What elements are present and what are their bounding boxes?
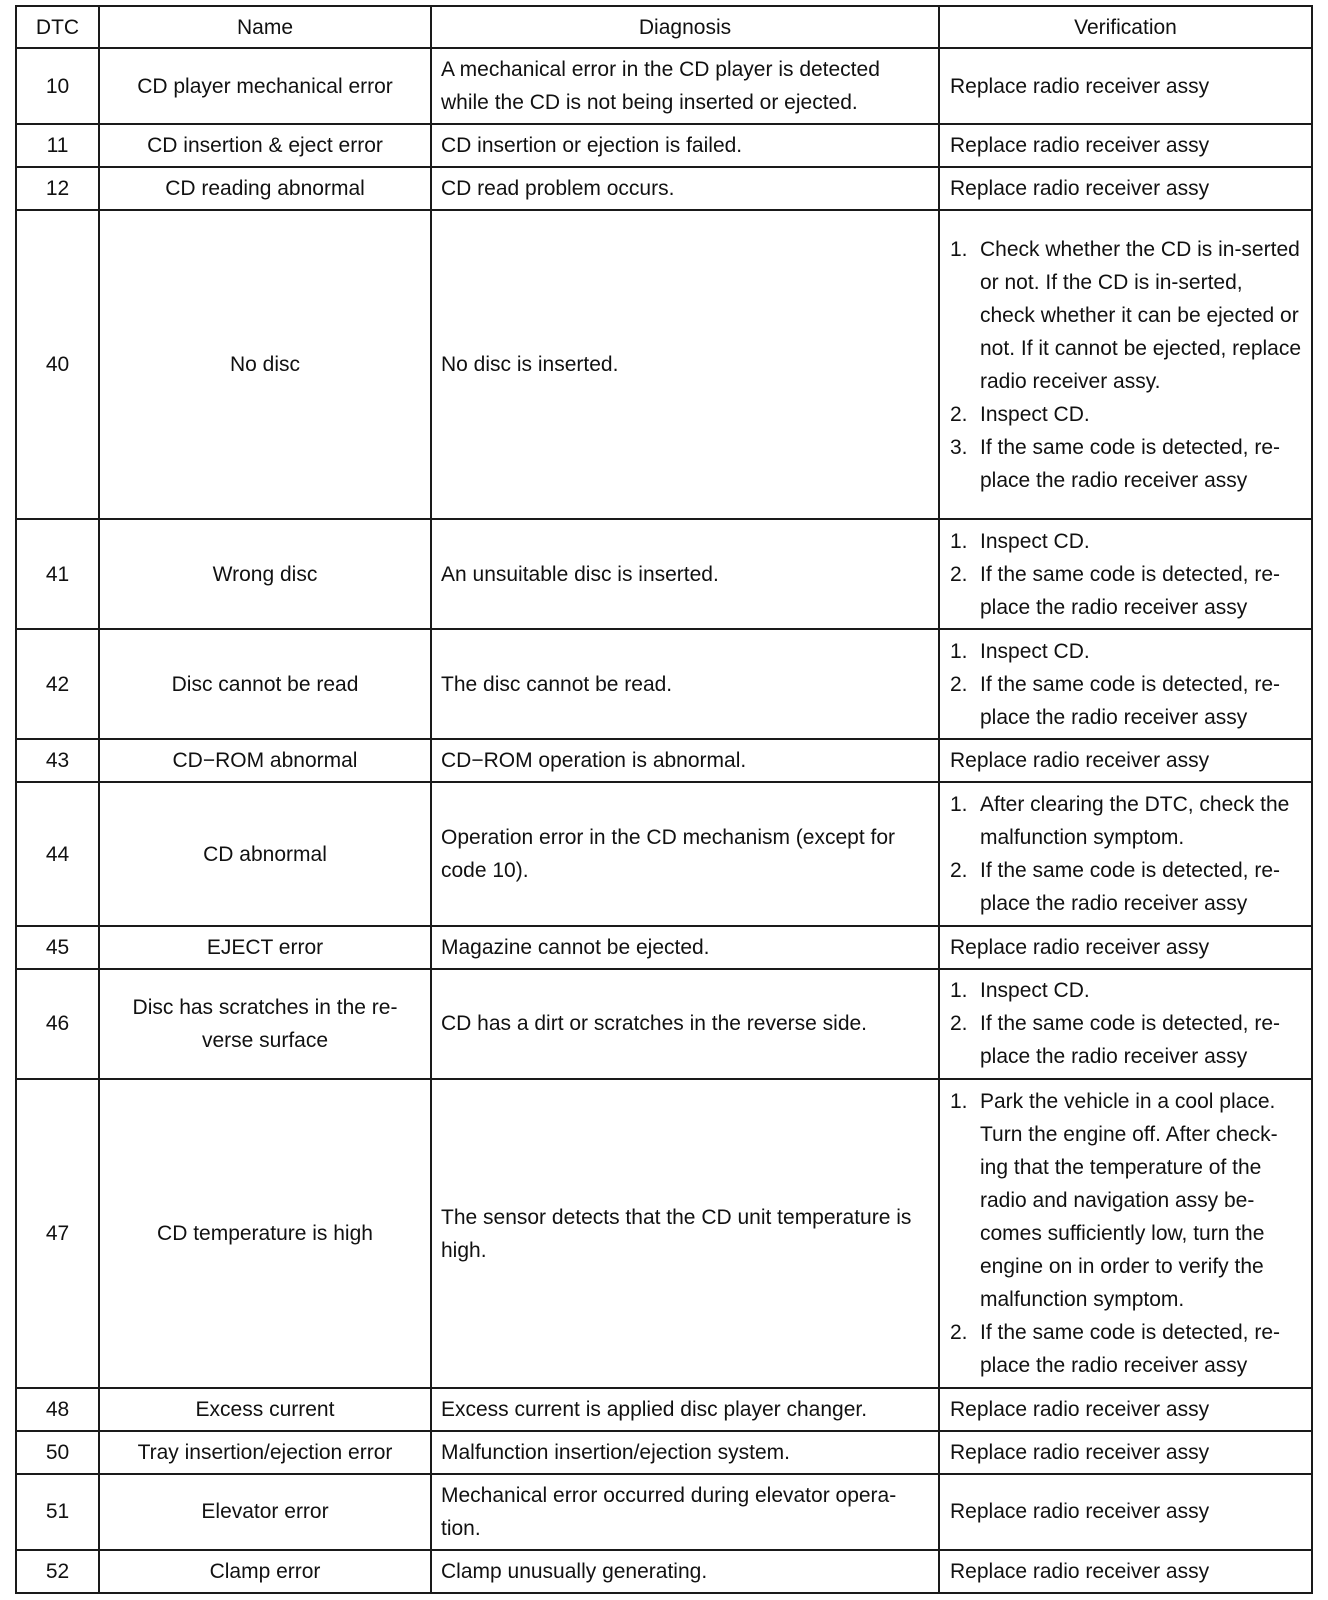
step-text: After clearing the DTC, check the malfunction symptom. (980, 793, 1290, 849)
verification-step (950, 1007, 1302, 1073)
dtc-diagnosis: Magazine cannot be ejected. (431, 926, 939, 969)
dtc-diagnosis: Malfunction insertion/ejection system. (431, 1431, 939, 1474)
table-row (16, 1388, 1312, 1431)
verification-step (950, 788, 1302, 854)
dtc-name: Tray insertion/ejection error (99, 1431, 431, 1474)
dtc-verification: Replace radio receiver assy (939, 926, 1312, 969)
step-number: 1. (950, 979, 968, 1003)
dtc-code: 40 (16, 210, 99, 519)
dtc-name: Clamp error (99, 1550, 431, 1593)
step-text: If the same code is detected, re-place the radio receiver assy (980, 1321, 1280, 1378)
dtc-diagnosis: The sensor detects that the CD unit temperature is high. (431, 1079, 939, 1388)
dtc-code: 41 (16, 519, 99, 629)
dtc-code: 50 (16, 1431, 99, 1474)
verification-step (950, 398, 1302, 431)
table-row (16, 124, 1312, 167)
dtc-verification (939, 629, 1312, 739)
verification-steps (950, 233, 1302, 497)
verification-steps (950, 1085, 1302, 1382)
dtc-name: CD temperature is high (99, 1079, 431, 1388)
dtc-name: No disc (99, 210, 431, 519)
header-row (16, 6, 1312, 48)
dtc-diagnosis: CD−ROM operation is abnormal. (431, 739, 939, 782)
dtc-name: CD player mechanical error (99, 48, 431, 124)
dtc-name: Disc has scratches in the re-verse surface (99, 969, 431, 1079)
step-text: If the same code is detected, re-place the radio receiver assy (980, 1012, 1280, 1069)
dtc-verification: Replace radio receiver assy (939, 739, 1312, 782)
dtc-diagnosis: CD insertion or ejection is failed. (431, 124, 939, 167)
dtc-diagnosis: Excess current is applied disc player changer. (431, 1388, 939, 1431)
dtc-name: CD abnormal (99, 782, 431, 927)
step-number: 2. (950, 402, 968, 426)
dtc-code: 46 (16, 969, 99, 1079)
dtc-name: Wrong disc (99, 519, 431, 629)
verification-step (950, 854, 1302, 920)
verification-step (950, 668, 1302, 734)
step-text: Inspect CD. (980, 639, 1090, 663)
dtc-diagnosis: No disc is inserted. (431, 210, 939, 519)
step-text: If the same code is detected, re-place the radio receiver assy (980, 562, 1280, 619)
dtc-code: 45 (16, 926, 99, 969)
step-number: 2. (950, 672, 968, 696)
step-number: 1. (950, 1090, 968, 1114)
verification-step (950, 558, 1302, 624)
verification-steps (950, 635, 1302, 734)
dtc-name: EJECT error (99, 926, 431, 969)
verification-step (950, 1316, 1302, 1382)
table-body (16, 48, 1312, 1593)
step-text: Park the vehicle in a cool place. Turn the engine off. After check-ing that the temperature of the radio and navigation assy be-comes sufficiently low, turn the engine on in order to verify the malfunction symptom. (980, 1090, 1278, 1312)
dtc-code: 51 (16, 1474, 99, 1550)
step-number: 3. (950, 435, 968, 459)
dtc-code: 42 (16, 629, 99, 739)
dtc-verification: Replace radio receiver assy (939, 1431, 1312, 1474)
header-verification: Verification (939, 6, 1312, 48)
dtc-diagnosis: Operation error in the CD mechanism (except for code 10). (431, 782, 939, 927)
dtc-verification (939, 210, 1312, 519)
verification-step (950, 525, 1302, 558)
table-row (16, 1550, 1312, 1593)
step-number: 1. (950, 529, 968, 553)
step-text: Inspect CD. (980, 402, 1090, 426)
dtc-verification: Replace radio receiver assy (939, 1550, 1312, 1593)
dtc-table (15, 5, 1313, 1594)
step-text: Inspect CD. (980, 979, 1090, 1003)
verification-step (950, 233, 1302, 398)
table-row (16, 1431, 1312, 1474)
step-text: Check whether the CD is in-serted or not. If the CD is in-serted, check whether it can be ejected or not. If it cannot be ejected, replace radio receiver assy. (980, 237, 1302, 393)
table-row (16, 926, 1312, 969)
table-row (16, 969, 1312, 1079)
header-diagnosis: Diagnosis (431, 6, 939, 48)
step-number: 1. (950, 237, 968, 261)
dtc-code: 48 (16, 1388, 99, 1431)
table-row (16, 1079, 1312, 1388)
verification-step (950, 1085, 1302, 1316)
table-row (16, 519, 1312, 629)
dtc-name: CD reading abnormal (99, 167, 431, 210)
verification-step (950, 635, 1302, 668)
verification-steps (950, 974, 1302, 1073)
step-number: 2. (950, 859, 968, 882)
dtc-verification: Replace radio receiver assy (939, 48, 1312, 124)
dtc-name: CD−ROM abnormal (99, 739, 431, 782)
dtc-code: 52 (16, 1550, 99, 1593)
dtc-diagnosis: Mechanical error occurred during elevator opera-tion. (431, 1474, 939, 1550)
dtc-verification (939, 1079, 1312, 1388)
table-row (16, 629, 1312, 739)
table-row (16, 782, 1312, 927)
step-text: If the same code is detected, re-place the radio receiver assy (980, 859, 1280, 915)
verification-step (950, 974, 1302, 1007)
step-number: 1. (950, 793, 968, 816)
dtc-diagnosis: CD read problem occurs. (431, 167, 939, 210)
verification-steps (950, 525, 1302, 624)
dtc-verification: Replace radio receiver assy (939, 1474, 1312, 1550)
table-row (16, 167, 1312, 210)
table-row (16, 1474, 1312, 1550)
dtc-verification: Replace radio receiver assy (939, 124, 1312, 167)
dtc-code: 10 (16, 48, 99, 124)
dtc-verification: Replace radio receiver assy (939, 1388, 1312, 1431)
step-text: If the same code is detected, re-place the radio receiver assy (980, 672, 1280, 729)
dtc-diagnosis: An unsuitable disc is inserted. (431, 519, 939, 629)
header-dtc: DTC (16, 6, 99, 48)
header-name: Name (99, 6, 431, 48)
dtc-verification (939, 782, 1312, 927)
verification-step (950, 431, 1302, 497)
dtc-diagnosis: The disc cannot be read. (431, 629, 939, 739)
dtc-diagnosis: Clamp unusually generating. (431, 1550, 939, 1593)
dtc-code: 11 (16, 124, 99, 167)
dtc-name: Excess current (99, 1388, 431, 1431)
dtc-name: CD insertion & eject error (99, 124, 431, 167)
step-text: If the same code is detected, re-place the radio receiver assy (980, 435, 1280, 492)
table-row (16, 739, 1312, 782)
dtc-code: 12 (16, 167, 99, 210)
step-number: 2. (950, 562, 968, 586)
dtc-diagnosis: CD has a dirt or scratches in the reverse side. (431, 969, 939, 1079)
dtc-name: Disc cannot be read (99, 629, 431, 739)
dtc-diagnosis: A mechanical error in the CD player is detected while the CD is not being inserted or ejected. (431, 48, 939, 124)
dtc-verification (939, 969, 1312, 1079)
step-number: 2. (950, 1012, 968, 1036)
dtc-name: Elevator error (99, 1474, 431, 1550)
step-number: 1. (950, 639, 968, 663)
table-row (16, 210, 1312, 519)
verification-steps (950, 788, 1302, 920)
table-row (16, 48, 1312, 124)
dtc-code: 43 (16, 739, 99, 782)
step-number: 2. (950, 1321, 968, 1345)
dtc-verification (939, 519, 1312, 629)
dtc-verification: Replace radio receiver assy (939, 167, 1312, 210)
step-text: Inspect CD. (980, 529, 1090, 553)
dtc-code: 44 (16, 782, 99, 927)
dtc-code: 47 (16, 1079, 99, 1388)
